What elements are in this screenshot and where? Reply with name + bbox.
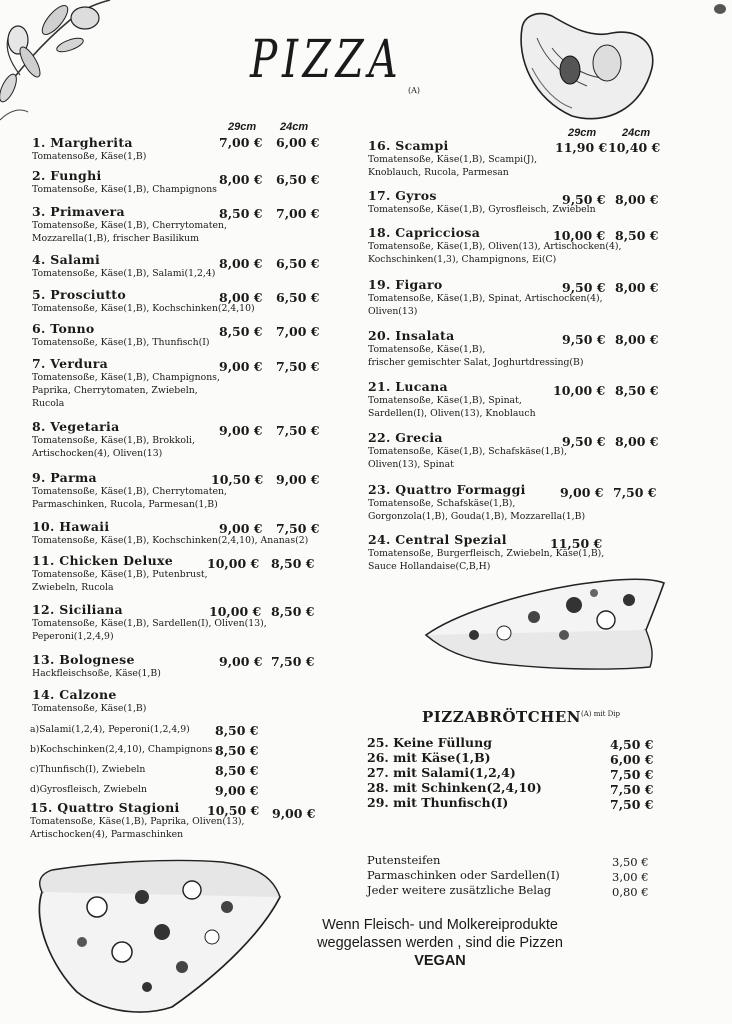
price-24: 8,00 € bbox=[615, 332, 659, 347]
pizzabroetchen-note: (A) mit Dip bbox=[580, 710, 620, 718]
item-description: Tomatensoße, Käse(1,B), Spinat, bbox=[368, 395, 522, 406]
price-24: 8,50 € bbox=[271, 604, 315, 619]
item-name: 24. Central Spezial bbox=[368, 532, 507, 547]
menu-item bbox=[368, 328, 584, 369]
item-description: Tomatensoße, Käse(1,B), bbox=[368, 344, 486, 355]
price-24: 7,50 € bbox=[276, 423, 320, 438]
extra-price: 3,50 € bbox=[612, 855, 649, 869]
price-24: 6,50 € bbox=[276, 290, 320, 305]
price-24: 8,50 € bbox=[615, 383, 659, 398]
item-description: Parmaschinken, Rucola, Parmesan(1,B) bbox=[32, 499, 218, 511]
price-24: 9,00 € bbox=[272, 806, 316, 821]
price-24: 8,50 € bbox=[615, 228, 659, 243]
broetchen-item: 25. Keine Füllung bbox=[367, 735, 492, 750]
broetchen-price: 7,50 € bbox=[610, 767, 654, 782]
vegan-note-highlight: VEGAN bbox=[414, 953, 466, 969]
pizzabroetchen-title: $PIZZABRÖTCHEN^{(A) mit Dip}$ bbox=[422, 708, 620, 726]
price-29: 10,00 € bbox=[209, 604, 262, 619]
item-name: 17. Gyros bbox=[368, 188, 437, 203]
price-24: 8,00 € bbox=[615, 280, 659, 295]
price-29: 9,50 € bbox=[562, 332, 606, 347]
broetchen-item: 29. mit Thunfisch(I) bbox=[367, 795, 509, 810]
broetchen-price: 7,50 € bbox=[610, 797, 654, 812]
menu-item bbox=[32, 204, 227, 245]
extra-item: Parmaschinken oder Sardellen(I) bbox=[367, 868, 560, 882]
item-description: Sauce Hollandaise(C,B,H) bbox=[368, 561, 491, 573]
menu-item bbox=[32, 519, 308, 547]
price-24: 6,50 € bbox=[276, 256, 320, 271]
menu-item bbox=[32, 470, 227, 511]
item-name: 7. Verdura bbox=[32, 356, 109, 371]
price-24: 7,50 € bbox=[276, 521, 320, 536]
size-header-29: 29cm bbox=[228, 121, 257, 133]
item-name: 15. Quattro Stagioni bbox=[30, 800, 180, 815]
item-description: Oliven(13) bbox=[368, 306, 418, 318]
item-name: 11. Chicken Deluxe bbox=[32, 553, 173, 568]
calzone-option-price: 8,50 € bbox=[215, 723, 259, 738]
item-name: 16. Scampi bbox=[368, 138, 449, 153]
size-header-24: 24cm bbox=[280, 121, 309, 133]
item-description: Tomatensoße, Käse(1,B), Gyrosfleisch, Zwiebeln bbox=[368, 204, 596, 215]
item-description: Tomatensoße, Käse(1,B), Spinat, Artischocken(4), bbox=[368, 293, 603, 304]
price-29: 9,00 € bbox=[219, 359, 263, 374]
price-24: 7,50 € bbox=[613, 485, 657, 500]
item-description: Tomatensoße, Käse(1,B), Oliven(13), Artischocken(4), bbox=[368, 241, 622, 252]
calzone-option: c)Thunfisch(I), Zwiebeln bbox=[30, 764, 146, 775]
item-description: Tomatensoße, Käse(1,B), Salami(1,2,4) bbox=[32, 268, 216, 279]
item-name: 10. Hawaii bbox=[32, 519, 110, 534]
item-name: 2. Funghi bbox=[32, 168, 102, 183]
item-description: Oliven(13), Spinat bbox=[368, 459, 454, 471]
extra-item: Putensteifen bbox=[367, 853, 441, 867]
size-header-24: 24cm bbox=[622, 127, 651, 139]
item-description: Tomatensoße, Käse(1,B), Sardellen(I), Oliven(13), bbox=[32, 618, 267, 629]
item-description: Gorgonzola(1,B), Gouda(1,B), Mozzarella(1,B) bbox=[368, 511, 586, 523]
broetchen-price: 4,50 € bbox=[610, 737, 654, 752]
item-description: Hackfleischsoße, Käse(1,B) bbox=[32, 668, 161, 679]
item-description: Tomatensoße, Käse(1,B), Thunfisch(I) bbox=[32, 337, 210, 348]
price-24: 8,00 € bbox=[615, 192, 659, 207]
item-description: Sardellen(I), Oliven(13), Knoblauch bbox=[368, 408, 536, 420]
price-29: 7,00 € bbox=[219, 135, 263, 150]
item-description: Mozzarella(1,B), frischer Basilikum bbox=[32, 233, 199, 245]
item-name: 20. Insalata bbox=[368, 328, 455, 343]
item-name: 1. Margherita bbox=[32, 135, 133, 150]
item-description: Tomatensoße, Käse(1,B), Kochschinken(2,4,10) bbox=[32, 303, 255, 314]
vegan-note-line: Wenn Fleisch- und Molkereiprodukte bbox=[322, 917, 558, 933]
item-name: 3. Primavera bbox=[32, 204, 125, 219]
price-29: 9,00 € bbox=[219, 521, 263, 536]
menu-item bbox=[32, 687, 146, 715]
item-name: 18. Capricciosa bbox=[368, 225, 481, 240]
item-description: Tomatensoße, Käse(1,B), Brokkoli, bbox=[32, 435, 195, 446]
price-24: 8,00 € bbox=[615, 434, 659, 449]
corner-mark bbox=[714, 4, 726, 14]
item-name: 22. Grecia bbox=[368, 430, 443, 445]
item-name: 8. Vegetaria bbox=[32, 419, 120, 434]
item-name: 23. Quattro Formaggi bbox=[368, 482, 526, 497]
menu-item bbox=[32, 168, 217, 196]
item-description: Artischocken(4), Oliven(13) bbox=[32, 448, 163, 460]
item-name: 14. Calzone bbox=[32, 687, 117, 702]
item-name: 13. Bolognese bbox=[32, 652, 135, 667]
menu-item bbox=[368, 430, 567, 471]
price-24: 7,00 € bbox=[276, 206, 320, 221]
item-description: frischer gemischter Salat, Joghurtdressing(B) bbox=[368, 357, 584, 369]
broetchen-price: 6,00 € bbox=[610, 752, 654, 767]
menu-item bbox=[32, 321, 210, 349]
menu-item bbox=[32, 419, 195, 460]
broetchen-price: 7,50 € bbox=[610, 782, 654, 797]
item-name: 9. Parma bbox=[32, 470, 97, 485]
price-29: 8,00 € bbox=[219, 172, 263, 187]
item-description: Rucola bbox=[32, 398, 65, 410]
calzone-option-price: 8,50 € bbox=[215, 743, 259, 758]
calzone-option: a)Salami(1,2,4), Peperoni(1,2,4,9) bbox=[30, 724, 190, 735]
price-29: 9,50 € bbox=[562, 192, 606, 207]
price-29: 10,00 € bbox=[553, 383, 606, 398]
item-description: Tomatensoße, Käse(1,B) bbox=[32, 703, 147, 714]
broetchen-item: 28. mit Schinken(2,4,10) bbox=[367, 780, 542, 795]
item-description: Tomatensoße, Käse(1,B), Cherrytomaten, bbox=[32, 486, 227, 497]
item-name: 12. Siciliana bbox=[32, 602, 123, 617]
calzone-option: b)Kochschinken(2,4,10), Champignons bbox=[30, 744, 213, 755]
menu-item bbox=[32, 553, 208, 594]
vegan-note-line: weggelassen werden , sind die Pizzen bbox=[317, 935, 563, 951]
price-24: 7,00 € bbox=[276, 324, 320, 339]
price-29: 9,00 € bbox=[560, 485, 604, 500]
menu-item bbox=[32, 135, 146, 163]
price-29: 10,50 € bbox=[211, 472, 264, 487]
item-description: Zwiebeln, Rucola bbox=[32, 582, 114, 594]
item-description: Tomatensoße, Käse(1,B), Champignons bbox=[32, 184, 217, 195]
item-name: 19. Figaro bbox=[368, 277, 443, 292]
calzone-option-price: 9,00 € bbox=[215, 783, 259, 798]
olive-branch-illustration bbox=[0, 0, 115, 150]
extra-item: Jeder weitere zusätzliche Belag bbox=[367, 883, 552, 897]
item-description: Tomatensoße, Burgerfleisch, Zwiebeln, Käse(1,B), bbox=[368, 548, 605, 559]
item-description: Tomatensoße, Käse(1,B), Kochschinken(2,4,10), Ananas(2) bbox=[32, 535, 309, 546]
price-29: 10,00 € bbox=[207, 556, 260, 571]
item-description: Tomatensoße, Käse(1,B), Schafskäse(1,B), bbox=[368, 446, 567, 457]
price-24: 6,50 € bbox=[276, 172, 320, 187]
calzone-option-price: 8,50 € bbox=[215, 763, 259, 778]
price-29: 8,00 € bbox=[219, 290, 263, 305]
price-29: 9,50 € bbox=[562, 280, 606, 295]
price-29: 11,90 € bbox=[555, 140, 608, 155]
price-24: 10,40 € bbox=[608, 140, 661, 155]
price-29: 8,50 € bbox=[219, 324, 263, 339]
price-24: 7,50 € bbox=[271, 654, 315, 669]
price-29: 11,50 € bbox=[550, 536, 603, 551]
item-name: 21. Lucana bbox=[368, 379, 448, 394]
menu-item bbox=[32, 652, 161, 680]
price-29: 8,50 € bbox=[219, 206, 263, 221]
item-description: Knoblauch, Rucola, Parmesan bbox=[368, 167, 509, 179]
price-29: 9,50 € bbox=[562, 434, 606, 449]
price-24: 7,50 € bbox=[276, 359, 320, 374]
price-29: 10,50 € bbox=[207, 803, 260, 818]
item-description: Tomatensoße, Käse(1,B) bbox=[32, 151, 147, 162]
price-29: 9,00 € bbox=[219, 654, 263, 669]
vegan-note bbox=[290, 916, 590, 970]
price-29: 10,00 € bbox=[553, 228, 606, 243]
price-24: 6,00 € bbox=[276, 135, 320, 150]
price-24: 8,50 € bbox=[271, 556, 315, 571]
item-description: Kochschinken(1,3), Champignons, Ei(C) bbox=[368, 254, 557, 266]
item-description: Peperoni(1,2,4,9) bbox=[32, 631, 114, 643]
pizza-slice-illustration bbox=[22, 852, 284, 1020]
menu-item bbox=[368, 138, 537, 179]
item-description: Paprika, Cherrytomaten, Zwiebeln, bbox=[32, 385, 198, 397]
item-description: Tomatensoße, Käse(1,B), Champignons, bbox=[32, 372, 220, 383]
menu-item bbox=[32, 356, 220, 411]
extra-price: 3,00 € bbox=[612, 870, 649, 884]
extra-price: 0,80 € bbox=[612, 885, 649, 899]
price-24: 9,00 € bbox=[276, 472, 320, 487]
item-name: 6. Tonno bbox=[32, 321, 95, 336]
item-description: Artischocken(4), Parmaschinken bbox=[30, 829, 184, 841]
item-description: Tomatensoße, Käse(1,B), Putenbrust, bbox=[32, 569, 208, 580]
item-description: Tomatensoße, Käse(1,B), Scampi(J), bbox=[368, 154, 538, 165]
item-name: 4. Salami bbox=[32, 252, 101, 267]
calzone-option: d)Gyrosfleisch, Zwiebeln bbox=[30, 784, 147, 795]
broetchen-item: 26. mit Käse(1,B) bbox=[367, 750, 491, 765]
item-description: Tomatensoße, Käse(1,B), Paprika, Oliven(13), bbox=[30, 816, 245, 827]
size-header-29: 29cm bbox=[568, 127, 597, 139]
pizza-slice-illustration bbox=[424, 575, 669, 675]
page-title: PIZZA bbox=[250, 30, 403, 90]
menu-item bbox=[368, 379, 536, 420]
menu-item bbox=[368, 482, 585, 523]
page-title-note: (A) bbox=[408, 86, 421, 95]
price-29: 8,00 € bbox=[219, 256, 263, 271]
item-description: Tomatensoße, Schafskäse(1,B), bbox=[368, 498, 516, 509]
item-description: Tomatensoße, Käse(1,B), Cherrytomaten, bbox=[32, 220, 227, 231]
broetchen-item: 27. mit Salami(1,2,4) bbox=[367, 765, 516, 780]
price-29: 9,00 € bbox=[219, 423, 263, 438]
mushroom-illustration bbox=[512, 8, 662, 126]
menu-item bbox=[32, 252, 215, 280]
item-name: 5. Prosciutto bbox=[32, 287, 126, 302]
